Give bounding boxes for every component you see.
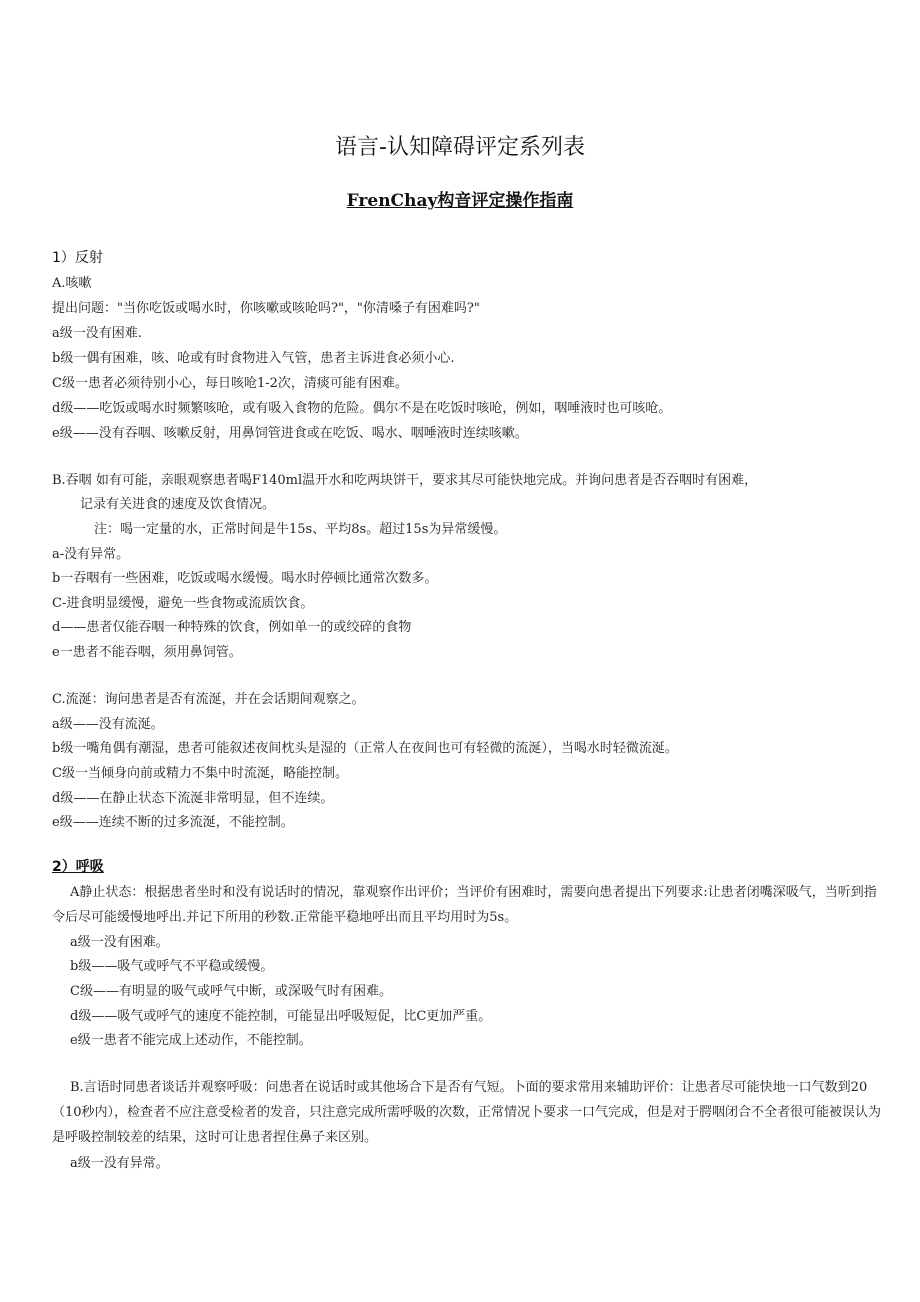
document-subtitle: FrenChay构音评定操作指南 bbox=[346, 191, 574, 211]
grade-line: C级一当倾身向前或精力不集中时流涎，略能控制。 bbox=[52, 766, 348, 781]
grade-line: a级一没有异常。 bbox=[70, 1156, 169, 1171]
grade-line: d——患者仅能吞咽一种特殊的饮食，例如单一的或绞碎的食物 bbox=[52, 620, 412, 635]
grade-line: b级一偶有困难，咳、呛或有时食物进入气管，患者主诉进食必须小心. bbox=[52, 351, 455, 366]
section-2b-text: B.言语时同患者谈话并观察呼吸：问患者在说话时或其他场合下是否有气短。卜面的要求常用来辅助评价：让患者尽可能快地一口气数到20（10秒内），检查者不应注意受检者的发音，只注意完成所需呼吸的次数，正常情况卜要求一口气完成，但是对于腭咽闭合不全者很可能被误认为是呼吸控制较差的结果，这时可让患者捏住鼻子来区别。 bbox=[52, 1080, 882, 1145]
grade-line: C-进食明显缓慢，避免一些食物或流质饮食。 bbox=[52, 596, 314, 611]
grade-line: C级一患者必须待别小心，每日咳呛1-2次，清痰可能有困难。 bbox=[52, 376, 408, 391]
grade-line: d级——吸气或呼气的速度不能控制，可能显出呼吸短促，比C更加严重。 bbox=[70, 1009, 492, 1024]
section-1a-question: 提出问题："当你吃饭或喝水时，你咳嗽或咳呛吗?"，"你清嗓子有困难吗?" bbox=[52, 301, 480, 316]
section-1b-line1: B.吞咽 如有可能，亲眼观察患者喝F140ml温开水和吃两块饼干，要求其尽可能快地完成。并询问患者是否吞咽时有困难， bbox=[52, 473, 758, 488]
section-1b-note: 注：喝一定量的水，正常时间是牛15s、平均8s。超过15s为异常缓慢。 bbox=[94, 522, 507, 537]
grade-line: a级一没有困难。 bbox=[70, 935, 169, 950]
section-1b-line2: 记录有关进食的速度及饮食情况。 bbox=[80, 497, 276, 512]
section-2-heading: 2）呼吸 bbox=[52, 859, 104, 875]
grade-line: e一患者不能吞咽，须用鼻饲管。 bbox=[52, 645, 242, 660]
grade-line: b一吞咽有一些困难，吃饭或喝水缓慢。喝水时停顿比通常次数多。 bbox=[52, 571, 438, 586]
grade-line: e级一患者不能完成上述动作，不能控制。 bbox=[70, 1033, 312, 1048]
grade-line: C级——有明显的吸气或呼气中断，或深吸气时有困难。 bbox=[70, 984, 392, 999]
section-1-heading: 1）反射 bbox=[52, 250, 103, 266]
grade-line: e级——连续不断的过多流涎，不能控制。 bbox=[52, 815, 294, 830]
grade-line: a级一没有困难. bbox=[52, 326, 142, 341]
section-2a-text: A静止状态：根据患者坐时和没有说话时的情况，靠观察作出评价；当评价有困难时，需要向患者提出下列要求:让患者闭嘴深吸气，当听到指令后尽可能缓慢地呼出.并记下所用的秒数.正常能平稳地呼出而且平均用时为5s。 bbox=[52, 885, 877, 925]
grade-line: a级——没有流涎。 bbox=[52, 717, 164, 732]
grade-line: e级——没有吞咽、咳嗽反射，用鼻饲管进食或在吃饭、喝水、咽唾液时连续咳嗽。 bbox=[52, 426, 528, 441]
section-1c-title: C.流涎：询问患者是否有流涎，并在会话期间观察之。 bbox=[52, 692, 365, 707]
grade-line: d级——在静止状态下流涎非常明显，但不连续。 bbox=[52, 791, 334, 806]
grade-line: d级——吃饭或喝水时频繁咳呛，或有吸入食物的危险。偶尔不是在吃饭时咳呛，例如，咽唾液时也可咳呛。 bbox=[52, 401, 672, 416]
grade-line: b级一嘴角偶有潮湿，患者可能叙述夜间枕头是湿的（正常人在夜间也可有轻微的流涎），当喝水时轻微流涎。 bbox=[52, 741, 678, 756]
document-title: 语言-认知障碍评定系列表 bbox=[335, 135, 585, 160]
section-1a-title: A.咳嗽 bbox=[52, 276, 92, 291]
grade-line: a-没有异常。 bbox=[52, 547, 130, 562]
grade-line: b级——吸气或呼气不平稳或缓慢。 bbox=[70, 959, 274, 974]
